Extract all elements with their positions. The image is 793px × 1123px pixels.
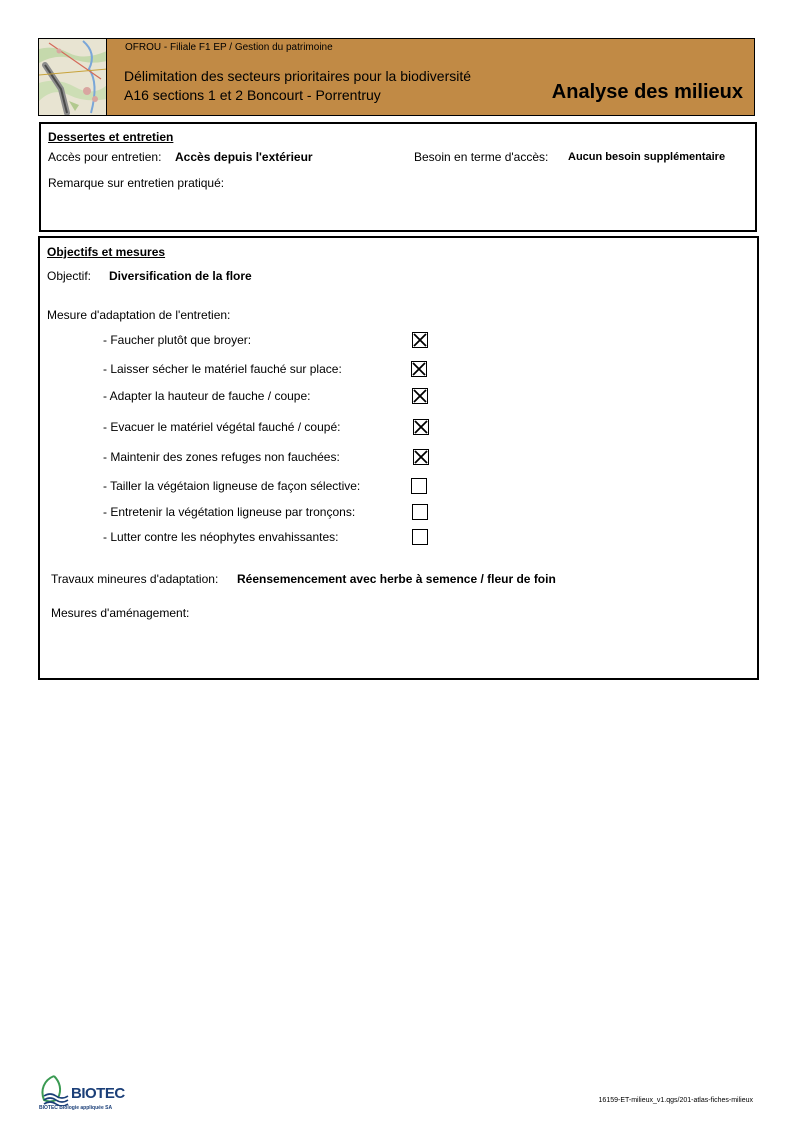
measure-checkbox[interactable]	[412, 504, 428, 520]
organization-label: OFROU - Filiale F1 EP / Gestion du patrimoine	[125, 42, 333, 53]
access-value: Accès depuis l'extérieur	[175, 150, 313, 164]
document-title-line2: A16 sections 1 et 2 Boncourt - Porrentruy	[124, 87, 381, 103]
amenagement-label: Mesures d'aménagement:	[51, 606, 190, 620]
remark-label: Remarque sur entretien pratiqué:	[48, 176, 225, 190]
measure-label: - Tailler la végétaion ligneuse de façon sélective:	[103, 479, 361, 493]
check-x-icon	[413, 389, 427, 403]
minor-works-label: Travaux mineures d'adaptation:	[51, 572, 219, 586]
document-title-line1: Délimitation des secteurs prioritaires pour la biodiversité	[124, 68, 472, 84]
measure-label: - Adapter la hauteur de fauche / coupe:	[103, 389, 311, 403]
access-need-label: Besoin en terme d'accès:	[414, 150, 549, 164]
objectifs-section	[38, 236, 759, 680]
measure-label: - Lutter contre les néophytes envahissantes:	[103, 530, 339, 544]
measure-checkbox[interactable]	[413, 419, 429, 435]
measure-label: - Laisser sécher le matériel fauché sur place:	[103, 362, 342, 376]
map-image-icon	[39, 39, 107, 115]
objective-value: Diversification de la flore	[109, 269, 252, 283]
measure-label: - Entretenir la végétation ligneuse par tronçons:	[103, 505, 356, 519]
dessertes-title: Dessertes et entretien	[48, 130, 174, 144]
adaptation-label: Mesure d'adaptation de l'entretien:	[47, 308, 231, 322]
measure-label: - Maintenir des zones refuges non fauchées:	[103, 450, 340, 464]
check-x-icon	[414, 420, 428, 434]
measure-checkbox[interactable]	[411, 361, 427, 377]
biotec-logo	[38, 1074, 128, 1114]
location-map-thumbnail	[39, 39, 107, 115]
access-label: Accès pour entretien:	[48, 150, 162, 164]
minor-works-value: Réensemencement avec herbe à semence / fleur de foin	[237, 572, 556, 586]
logo-tagline: BIOTEC Biologie appliquée SA	[39, 1105, 113, 1111]
logo-brand: BIOTEC	[71, 1085, 125, 1102]
measure-checkbox[interactable]	[411, 478, 427, 494]
measure-checkbox[interactable]	[412, 529, 428, 545]
measure-label: - Evacuer le matériel végétal fauché / coupé:	[103, 420, 341, 434]
objective-label: Objectif:	[47, 269, 92, 283]
page-title: Analyse des milieux	[551, 81, 743, 103]
objectifs-title: Objectifs et mesures	[47, 245, 166, 259]
measure-checkbox[interactable]	[413, 449, 429, 465]
check-x-icon	[412, 362, 426, 376]
measure-checkbox[interactable]	[412, 332, 428, 348]
file-reference: 16159-ET-milieux_v1.qgs/201-atlas-fiches-milieux	[598, 1097, 753, 1104]
leaf-logo-icon	[38, 1074, 72, 1106]
measure-label: - Faucher plutôt que broyer:	[103, 333, 252, 347]
check-x-icon	[414, 450, 428, 464]
check-x-icon	[413, 333, 427, 347]
dessertes-section	[39, 122, 757, 232]
document-header	[38, 38, 755, 116]
measure-checkbox[interactable]	[412, 388, 428, 404]
access-need-value: Aucun besoin supplémentaire	[568, 151, 726, 163]
